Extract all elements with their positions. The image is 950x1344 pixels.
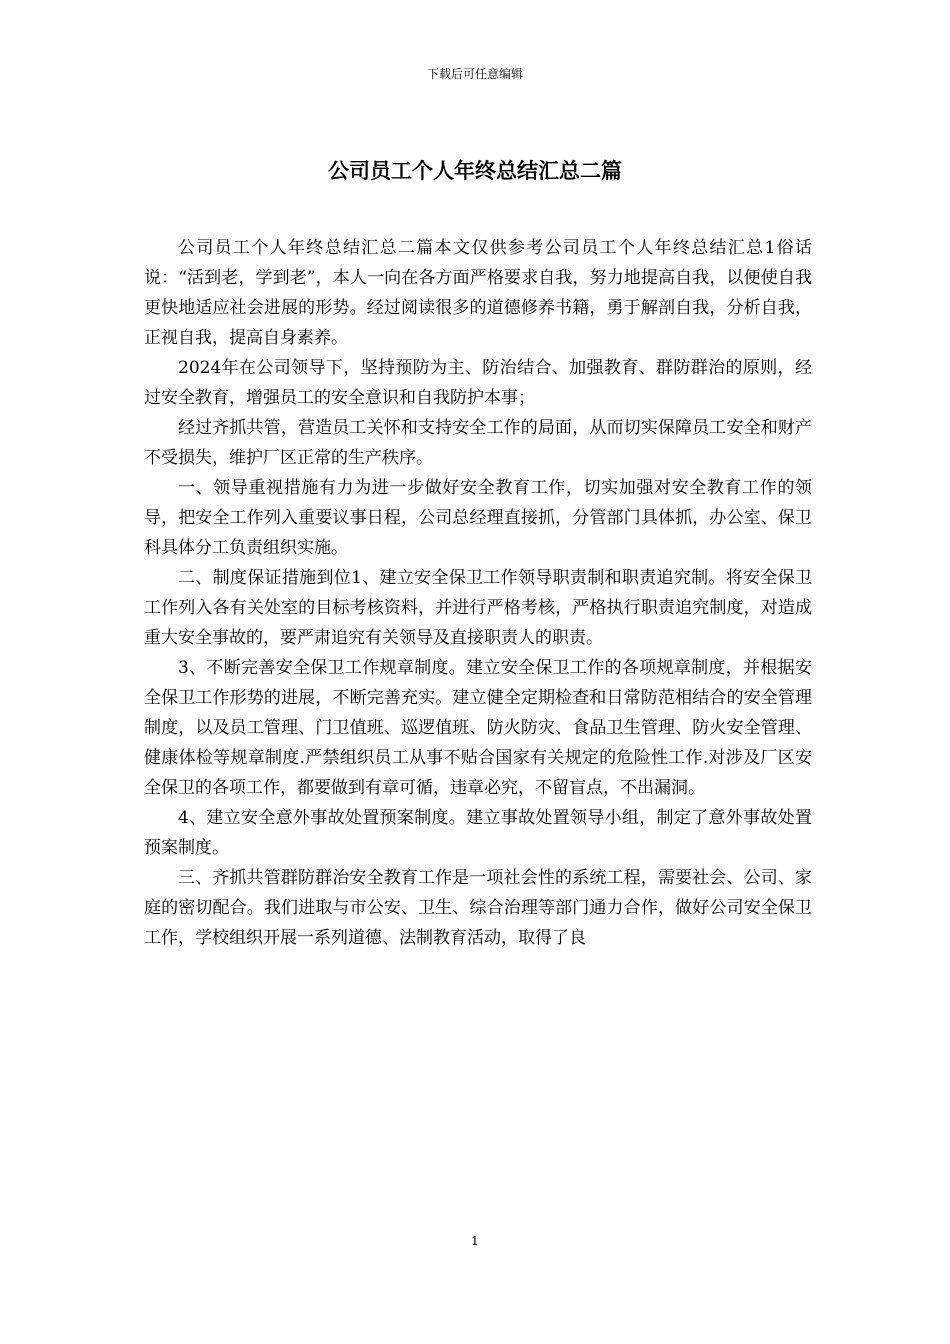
paragraph: 经过齐抓共管，营造员工关怀和支持安全工作的局面，从而切实保障员工安全和财产不受损失，维护厂区正常的生产秩序。 bbox=[144, 418, 812, 468]
page-number: 1 bbox=[471, 1234, 479, 1248]
paragraph: 4、建立安全意外事故处置预案制度。建立事故处置领导小组，制定了意外事故处置预案制度。 bbox=[144, 808, 812, 858]
page-header: 下载后可任意编辑 bbox=[426, 67, 523, 81]
paragraph: 公司员工个人年终总结汇总二篇本文仅供参考公司员工个人年终总结汇总1俗话说：“活到老，学到老”，本人一向在各方面严格要求自我，努力地提高自我，以便使自我更快地适应社会进展的形势。经过阅读很多的道德修养书籍，勇于解剖自我，分析自我，正视自我，提高自身素养。 bbox=[144, 238, 812, 348]
paragraph: 一、领导重视措施有力为进一步做好安全教育工作，切实加强对安全教育工作的领导，把安全工作列入重要议事日程，公司总经理直接抓，分管部门具体抓，办公室、保卫科具体分工负责组织实施。 bbox=[144, 478, 812, 558]
paragraph: 三、齐抓共管群防群治安全教育工作是一项社会性的系统工程，需要社会、公司、家庭的密切配合。我们进取与市公安、卫生、综合治理等部门通力合作，做好公司安全保卫工作，学校组织开展一系列道德、法制教育活动，取得了良 bbox=[144, 868, 812, 948]
paragraph: 2024年在公司领导下，坚持预防为主、防治结合、加强教育、群防群治的原则，经过安全教育，增强员工的安全意识和自我防护本事； bbox=[144, 358, 812, 408]
document-body bbox=[144, 233, 812, 953]
paragraph: 二、制度保证措施到位1、建立安全保卫工作领导职责制和职责追究制。将安全保卫工作列入各有关处室的目标考核资料，并进行严格考核，严格执行职责追究制度，对造成重大安全事故的，要严肃追究有关领导及直接职责人的职责。 bbox=[144, 568, 812, 648]
document-title: 公司员工个人年终总结汇总二篇 bbox=[328, 158, 622, 183]
paragraph: 3、不断完善安全保卫工作规章制度。建立安全保卫工作的各项规章制度，并根据安全保卫工作形势的进展，不断完善充实。建立健全定期检查和日常防范相结合的安全管理制度，以及员工管理、门卫值班、巡逻值班、防火防灾、食品卫生管理、防火安全管理、健康体检等规章制度.严禁组织员工从事不贴合国家有关规定的危险性工作.对涉及厂区安全保卫的各项工作，都要做到有章可循，违章必究，不留盲点，不出漏洞。 bbox=[144, 658, 812, 798]
